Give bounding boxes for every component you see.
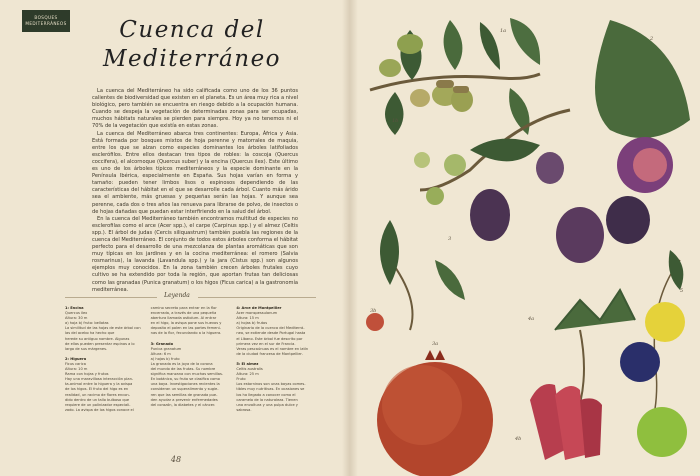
legend-entry-line: Altura: 15 m xyxy=(236,316,259,321)
legend-entry-line: del corazón, la diabetes y el cáncer. xyxy=(150,402,216,407)
legend-entry-line: Originario de la cuenca del Mediterrá- xyxy=(236,326,305,331)
legend-entry-line: Altura: 30 m xyxy=(65,316,88,321)
legend-entry-line: largo de sus márgenes. xyxy=(65,346,108,351)
legend-entry-line: tibles muy nutritivas. En ocasiones se xyxy=(236,387,305,392)
plate-label: 1b xyxy=(392,118,399,124)
paragraph: En la cuenca del Mediterráneo también encontramos multitud de especies no esclerofilas como el arce (Acer spp.), el carpe (Carpinus spp.) y el almez (Celtis spp.). El árbol de judas (Cercis siliquastrum) también puebla las regiones de la cuenca del Mediterráneo. El conjunto de todos estos árboles conforma el hábitat perfecto para el desarrollo de una mezcolanza de plantas aromáticas que son muy típicas en los jardines y en la cocina mediterránea: el romero (Salvia rosmarinus), la lavanda (Lavandula spp.) y la jara (Cistus spp.) son algunos ejemplos muy conocidos. En la zona también crecen árboles frutales cuyo cultivo se ha extendido por toda la región, que aportan frutas tan deliciosas como las granadas (Punica granatum) o los higos (Ficus carica) a la gastronomía mediterránea. xyxy=(92,215,298,293)
legend-entry-line: camino secreto para entrar en la flor xyxy=(150,306,217,310)
legend-entry-line: sabrosa. xyxy=(236,407,252,412)
page-number: 48 xyxy=(170,455,182,464)
legend-entry-line: a) hojas b) fruto xyxy=(150,356,180,361)
legend-entry-line: Quercus ilex xyxy=(65,311,88,316)
hackberry-illustration xyxy=(620,250,687,457)
plate-label: 3 xyxy=(448,236,452,242)
legend-entry-line: herede su antiguo nombre. Algunas xyxy=(65,336,130,341)
legend-entry-line: significa manzana con muchas semillas. xyxy=(150,372,224,377)
title-line: Mediterráneo xyxy=(102,46,282,72)
legend-entry-line: primera vez en el sur de Francia. xyxy=(236,341,296,346)
legend-column xyxy=(65,306,144,418)
plate-label: 4b xyxy=(515,436,522,442)
legend xyxy=(65,306,315,418)
legend-entry-line: Veras pescaúnuas es el nombre en latín xyxy=(236,346,309,351)
legend-entry-line: del mundo de las frutas. Su nombre xyxy=(150,367,216,372)
legend-entry-line: ta-animal entre la higuera y la avispa xyxy=(65,382,133,387)
legend-column xyxy=(151,306,230,418)
legend-entry xyxy=(151,306,230,337)
legend-entry-line: requiere de un polinizador especiali- xyxy=(65,402,131,407)
title-line: Cuenca del xyxy=(119,17,265,43)
section-tab-line: MEDITERRÁNEOS xyxy=(25,20,67,26)
legend-rule-left xyxy=(65,297,157,298)
legend-entry xyxy=(236,306,315,357)
legend-entry-heading: 1: Encina xyxy=(65,306,84,310)
legend-entry-line: dido dentro de un tallo bulboso que xyxy=(65,397,130,402)
legend-entry-line: ren que las semillas de granada pue- xyxy=(150,392,218,397)
section-tab-line: BOSQUES xyxy=(34,15,58,20)
legend-entry-heading: 4: Arce de Montpellier xyxy=(236,306,282,310)
legend-entry-line: deposita el polen en las partes femeni- xyxy=(150,326,221,331)
legend-entry-line: Fruto xyxy=(236,377,246,382)
plate-label: 1a xyxy=(500,28,507,34)
legend-entry-heading: 5: El almez xyxy=(236,361,259,366)
maple-illustration xyxy=(530,290,635,460)
legend-entry-line: La similitud de las hojas de este árbol con las del acebo ha hecho que xyxy=(65,326,141,336)
legend-entry xyxy=(65,357,144,413)
legend-entry-line: de la ciudad francesa de Montpellier. xyxy=(236,351,303,356)
legend-entry-line: de ellas pueden presentar espinas a lo xyxy=(65,341,135,346)
legend-entry-line: una envoltura y una pulpa dulce y xyxy=(236,402,298,407)
legend-entry-line: zado. La avispa de los higos conoce el xyxy=(65,407,134,412)
legend-entry xyxy=(151,342,230,408)
right-page xyxy=(350,0,700,476)
botanical-illustration xyxy=(350,0,700,476)
legend-entry-line: Rama con hojas y frutos xyxy=(65,372,109,377)
section-tab xyxy=(22,10,70,32)
plate-label: 3b xyxy=(370,308,377,314)
pomegranate-illustration xyxy=(366,220,493,476)
legend-entry-line: Altura: 25 m xyxy=(236,372,259,377)
plate-label: 3a xyxy=(432,341,439,347)
body-text xyxy=(92,88,298,294)
plate-label: 4a xyxy=(528,316,535,322)
legend-entry-line: Los estorninos son unas bayas comes- xyxy=(236,382,306,387)
legend-entry-heading: 2: Higuera xyxy=(65,356,87,361)
legend-entry-line: realidad, un racimo de flores encon- xyxy=(65,392,131,397)
legend-entry-line: La granada es la joya de la corona xyxy=(150,361,213,366)
legend-entry-line: En botánica, su fruto se clasifica como xyxy=(150,377,220,382)
legend-entry xyxy=(65,306,144,352)
legend-entry-line: nas de la flor, fecundando a la higuera. xyxy=(150,331,222,336)
legend-entry-line: caramelo de la naturaleza. Tienen xyxy=(236,397,298,402)
legend-entry-line: consideran un superalimento y sugie- xyxy=(150,387,219,392)
legend-entry-line: Acer monspessulanum xyxy=(236,311,278,316)
legend-rule-right xyxy=(198,297,316,298)
legend-entry-heading: 3: Granado xyxy=(150,341,174,346)
legend-entry-line: abertura llamada ostiolum. Al entrar xyxy=(150,316,217,321)
legend-entry-line: los ha llegado a conocer como el xyxy=(236,392,296,397)
paragraph: La cuenca del Mediterráneo ha sido calificada como uno de los 36 puntos calientes de biodiversidad que existen en el planeta. Es un área muy rica a nivel biológico, pero también se encuentra en riesgo debido a la ocupación humana. Cuando se despeja la vegetación de determinadas zonas para ser ocupadas, muchos hábitats naturales se pierden para siempre. Hoy ya no tenemos ni el 70% de la vegetación que existía en estas zonas. xyxy=(92,88,298,130)
legend-entry-line: a) hojas b) frutos xyxy=(236,321,268,326)
legend-entry-line: Altura: 6 m xyxy=(150,351,171,356)
legend-entry-line: en el higo, la avispa pone sus huevos y xyxy=(150,321,222,326)
legend-entry-line: a) hoja b) fruto: bellotas xyxy=(65,321,109,326)
page-title xyxy=(92,16,292,74)
legend-entry-line: una baya. Investigaciones recientes la xyxy=(150,382,220,387)
plate-label: 5 xyxy=(680,288,684,294)
legend-column xyxy=(236,306,315,418)
legend-title: Leyenda xyxy=(164,292,190,299)
plate-label: 2 xyxy=(650,36,654,42)
legend-entry-line: Ficus carica xyxy=(65,361,86,366)
legend-entry-line: de los higos. El fruto del higo es en xyxy=(65,387,129,392)
paragraph: La cuenca del Mediterráneo abarca tres continentes: Europa, África y Asia. Está formada por bosques mixtos de hoja perenne y matorrales de maquia, entre los que se alzan como especies dominantes los árboles latifoliados esclerófilos. Entre ellos destacan tres tipos de robles: la coscoja (Quercus coccifera), el alcornoque (Quercus suber) y la encina (Quercus ilex). Este último es uno de los árboles típicos mediterráneos y la especie dominante en la Península Ibérica, especialmente en España. Sus hojas varían en forma y tamaño: pueden tener limbos lisos o espinosos dependiendo de las características del hábitat en el que se desarrolle cada árbol. Cuanto más árido sea el ambiente, más gruesas y pequeñas serán las hojas. Y aunque sea perenne, cada dos o tres años las renueva para librarse de polvo, de insectos o de hojas dañadas que puedan estar interfiriendo en la salud del árbol. xyxy=(92,130,298,215)
legend-entry-line: Hay una maravillosa interacción plan- xyxy=(65,377,134,382)
legend-entry xyxy=(236,362,315,413)
legend-entry-line: el Líbano. Este árbol fue descrito por xyxy=(236,336,303,341)
legend-entry-line: Celtis australis xyxy=(236,367,263,372)
legend-entry-line: neo, se extiende desde Portugal hasta xyxy=(236,331,306,336)
legend-entry-line: Punica granatum xyxy=(150,346,182,351)
legend-entry-line: den ayudar a prevenir enfermedades xyxy=(150,397,218,402)
legend-entry-line: encerrada, a través de una pequeña xyxy=(150,311,217,316)
legend-entry-line: Altura: 10 m xyxy=(65,367,88,372)
